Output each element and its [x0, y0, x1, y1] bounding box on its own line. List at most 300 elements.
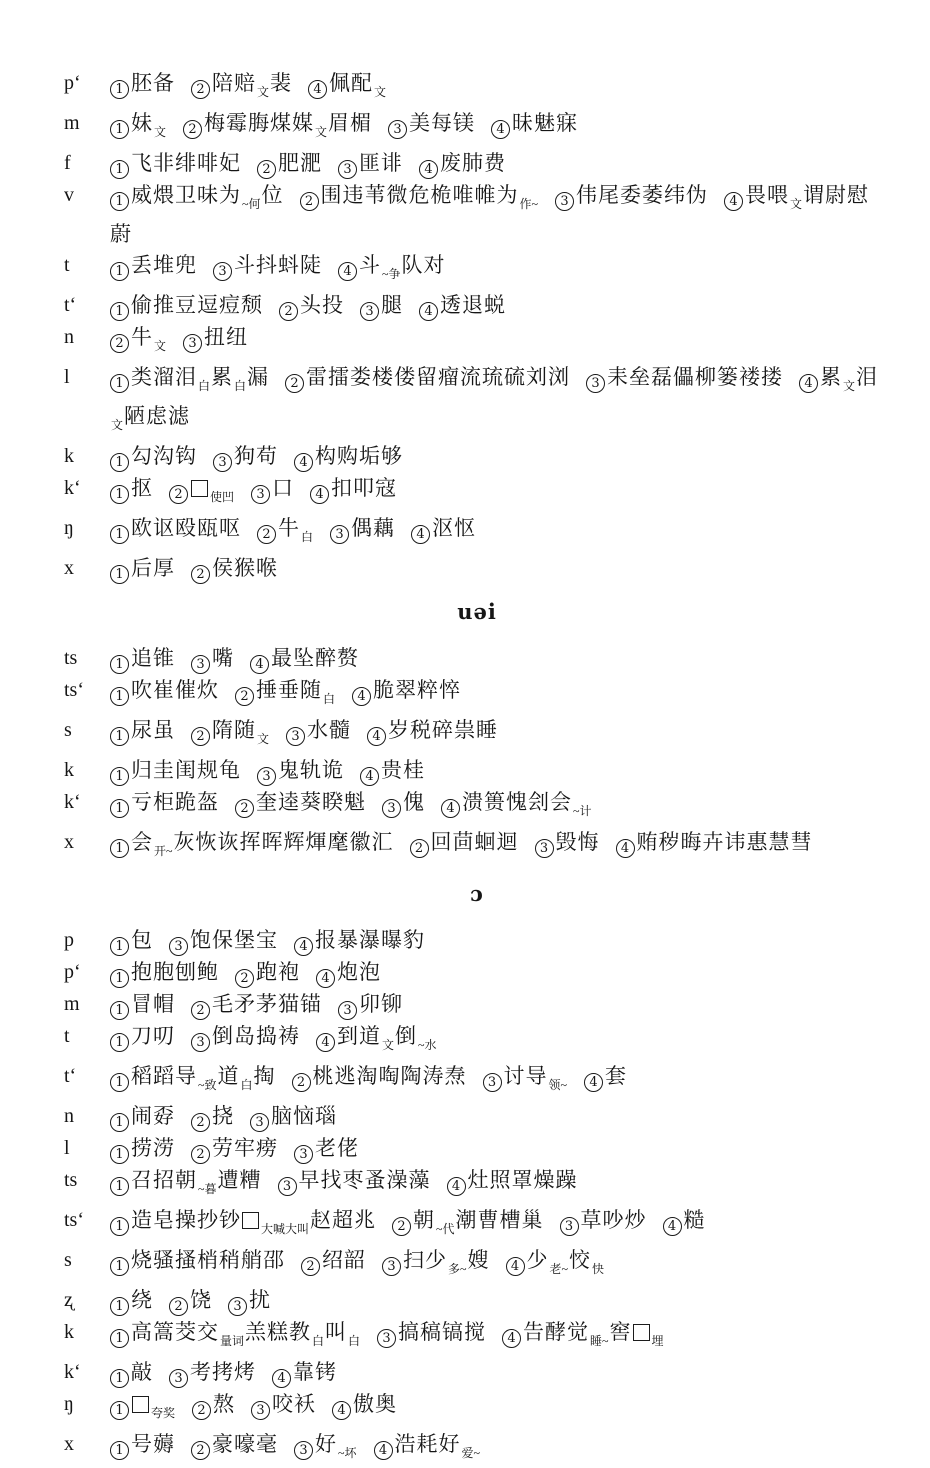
tone-badge: 1	[110, 655, 129, 674]
tone-badge: 4	[441, 799, 460, 818]
tone-badge: 2	[301, 1257, 320, 1276]
character-run: 斗抖蚪陡	[234, 253, 322, 277]
annotation-sub: 领~	[548, 1078, 568, 1092]
initial-label: f	[64, 152, 71, 174]
character-run: 尿虽	[131, 718, 175, 742]
annotation-sub: 文	[154, 125, 167, 139]
character-run: 伟尾委萎纬伪	[576, 183, 708, 207]
tone-group	[285, 365, 570, 389]
character-run: 掏	[253, 1064, 276, 1088]
tone-group	[110, 516, 241, 540]
annotation-sub: ~何	[242, 197, 261, 211]
entry-row	[64, 1061, 890, 1100]
tone-badge: 3	[388, 120, 407, 139]
entry-row	[64, 441, 890, 472]
character-run: 抠	[131, 476, 153, 500]
character-run: 讨导	[503, 1064, 548, 1088]
entry-content	[110, 148, 890, 179]
entry-row	[64, 290, 890, 321]
tone-group	[169, 928, 278, 952]
tone-badge: 2	[410, 839, 429, 858]
entry-content	[110, 1061, 890, 1100]
character-run: 牛	[131, 325, 153, 349]
character-run: 套	[605, 1064, 628, 1088]
entry-content	[110, 513, 890, 552]
character-run: 绕	[131, 1288, 153, 1312]
entry-row	[64, 957, 890, 988]
tone-group	[110, 1136, 175, 1160]
character-run: 队对	[401, 253, 446, 277]
initial-label: n	[64, 326, 74, 348]
tone-group	[228, 1288, 271, 1312]
entry-content	[110, 1101, 890, 1132]
character-run: 狗苟	[234, 444, 278, 468]
character-run: 扣叩寇	[331, 476, 398, 500]
tone-group	[110, 960, 219, 984]
tone-group	[251, 476, 294, 500]
annotation-sub: ~水	[418, 1038, 437, 1052]
tone-group	[338, 151, 403, 175]
character-run: 岁税碎祟睡	[388, 718, 499, 742]
character-run: 匪诽	[359, 151, 403, 175]
character-run: 威煨卫味为	[131, 183, 241, 207]
character-run: 傲奥	[353, 1392, 398, 1416]
character-run: 绍韶	[322, 1248, 366, 1272]
character-run: 劳牢痨	[212, 1136, 278, 1160]
tone-group	[301, 1248, 366, 1272]
tone-badge: 3	[278, 1177, 297, 1196]
entry-row	[64, 715, 890, 754]
character-run: 到道	[337, 1024, 381, 1048]
character-run: 透退蜕	[440, 293, 506, 317]
tone-badge: 2	[300, 192, 319, 211]
tone-badge: 2	[191, 1145, 210, 1164]
tone-badge: 1	[110, 525, 129, 544]
tone-badge: 2	[169, 485, 188, 504]
character-run: 傀	[403, 790, 425, 814]
initial-label: p	[64, 929, 74, 951]
character-run: 梅霉脢煤媒	[204, 111, 315, 135]
entry-content	[110, 1357, 890, 1388]
tone-group	[441, 790, 593, 818]
tone-badge: 1	[110, 1401, 129, 1420]
tone-group	[110, 293, 263, 317]
entry-row	[64, 148, 890, 179]
tone-badge: 2	[235, 799, 254, 818]
tone-group	[235, 678, 336, 706]
character-run: 头投	[300, 293, 344, 317]
character-run: 累	[211, 365, 234, 389]
tone-group	[377, 1320, 486, 1344]
initial-label: ts‘	[64, 679, 84, 701]
character-run: 雷擂娄楼偻留瘤流琉硫刘浏	[306, 365, 571, 389]
character-run: 最坠醉赘	[271, 646, 359, 670]
tone-group	[555, 183, 708, 207]
tone-group	[191, 1136, 278, 1160]
annotation-sub: ~致	[198, 1078, 217, 1092]
tone-group	[169, 1288, 212, 1312]
tone-group	[110, 1248, 285, 1272]
character-run: 抱胞刨鲍	[131, 960, 219, 984]
character-run: 佩配	[329, 71, 374, 95]
character-run: 偶藕	[351, 516, 396, 540]
tone-badge: 3	[330, 525, 349, 544]
tone-badge: 1	[110, 262, 129, 281]
entry-content	[110, 362, 890, 440]
tone-badge: 2	[191, 1441, 210, 1460]
missing-char-box	[633, 1324, 650, 1341]
character-run: 欧讴殴瓯呕	[131, 516, 241, 540]
tone-badge: 1	[110, 1329, 129, 1348]
entry-row	[64, 675, 890, 714]
annotation-sub: 文	[111, 418, 124, 432]
tone-badge: 3	[338, 160, 357, 179]
tone-badge: 4	[799, 374, 818, 393]
tone-group	[110, 1104, 175, 1128]
character-run: 美每镁	[409, 111, 476, 135]
tone-badge: 2	[183, 120, 202, 139]
character-run: 豪嚎毫	[212, 1432, 278, 1456]
tone-badge: 2	[192, 1401, 211, 1420]
entry-content	[110, 553, 890, 584]
tone-group	[392, 1208, 544, 1236]
character-run: 偷推豆逗痘颓	[131, 293, 263, 317]
initial-label: t	[64, 254, 70, 276]
entry-row	[64, 787, 890, 826]
tone-group	[388, 111, 475, 135]
entry-content	[110, 643, 890, 674]
tone-group	[286, 718, 351, 742]
entry-row	[64, 1021, 890, 1060]
tone-group	[560, 1208, 647, 1232]
entry-content	[110, 1165, 890, 1204]
character-run: 口	[272, 476, 295, 500]
character-run: 构购垢够	[315, 444, 403, 468]
tone-group	[294, 1136, 359, 1160]
tone-badge: 2	[110, 334, 129, 353]
tone-group	[110, 758, 241, 782]
tone-badge: 1	[110, 374, 129, 393]
tone-group	[586, 365, 783, 389]
annotation-sub: ~计	[573, 804, 592, 818]
tone-group	[338, 992, 403, 1016]
tone-badge: 4	[724, 192, 743, 211]
character-run: 鬼轨诡	[278, 758, 344, 782]
tone-badge: 3	[377, 1329, 396, 1348]
tone-badge: 1	[110, 1113, 129, 1132]
tone-badge: 3	[382, 799, 401, 818]
annotation-sub: 文	[790, 197, 803, 211]
annotation-sub: 使凹	[210, 490, 235, 504]
tone-badge: 4	[506, 1257, 525, 1276]
tone-group	[110, 253, 197, 277]
missing-char-box	[132, 1396, 149, 1413]
initial-label: k‘	[64, 477, 81, 499]
character-run: 隋随	[212, 718, 256, 742]
character-run: 好	[315, 1432, 337, 1456]
tone-group	[502, 1320, 665, 1348]
character-run: 刀叨	[131, 1024, 175, 1048]
character-run: 裴	[270, 71, 293, 95]
entry-row	[64, 1165, 890, 1204]
character-run: 嘴	[212, 646, 234, 670]
entry-row	[64, 1429, 890, 1468]
character-run: 炮泡	[337, 960, 381, 984]
tone-badge: 4	[310, 485, 329, 504]
tone-group	[213, 253, 322, 277]
character-run: 耒垒磊儡柳篓褛搂	[607, 365, 784, 389]
character-run: 赵超兆	[310, 1208, 377, 1232]
entry-content	[110, 1389, 890, 1428]
entry-row	[64, 925, 890, 956]
character-run: 毁悔	[555, 830, 600, 854]
character-run: 熬	[213, 1392, 236, 1416]
character-run: 道	[217, 1064, 240, 1088]
tone-group	[367, 718, 498, 742]
tone-group	[278, 1168, 431, 1192]
tone-badge: 3	[535, 839, 554, 858]
missing-char-box	[191, 480, 208, 497]
annotation-sub: 文	[257, 732, 270, 746]
character-run: 牛	[278, 516, 300, 540]
initial-label: k‘	[64, 791, 81, 813]
character-run: 扭纽	[204, 325, 249, 349]
tone-group	[374, 1432, 482, 1460]
tone-group	[191, 646, 234, 670]
initial-label: ts	[64, 647, 78, 669]
character-run: 考拷烤	[190, 1360, 256, 1384]
annotation-sub: 睡~	[590, 1334, 609, 1348]
tone-badge: 3	[251, 485, 270, 504]
tone-group	[110, 1208, 377, 1236]
character-run: 高篙茭交	[131, 1320, 219, 1344]
character-run: 吹崔催炊	[131, 678, 219, 702]
tone-badge: 1	[110, 1369, 129, 1388]
annotation-sub: 文	[382, 1038, 395, 1052]
entry-content	[110, 473, 890, 512]
syllable-section	[64, 599, 890, 866]
tone-group	[110, 1288, 153, 1312]
tone-group	[183, 325, 248, 349]
character-run: 斗	[359, 253, 381, 277]
tone-group	[110, 111, 167, 139]
tone-group	[310, 476, 397, 500]
character-run: 咬袄	[272, 1392, 317, 1416]
character-run: 报暴瀑曝豹	[315, 928, 425, 952]
tone-badge: 3	[294, 1145, 313, 1164]
tone-group	[491, 111, 578, 135]
character-run: 靠铐	[293, 1360, 337, 1384]
tone-group	[257, 516, 314, 544]
tone-badge: 1	[110, 80, 129, 99]
tone-group	[419, 151, 506, 175]
entry-row	[64, 1285, 890, 1316]
entry-content	[110, 1245, 890, 1284]
tone-badge: 3	[228, 1297, 247, 1316]
character-run: 追锥	[131, 646, 175, 670]
annotation-sub: 文	[154, 339, 167, 353]
character-run: 陋虑滤	[124, 404, 191, 428]
character-run: 糙	[683, 1208, 706, 1232]
character-run: 倒	[395, 1024, 418, 1048]
annotation-sub: ~坏	[338, 1446, 357, 1460]
rhyme-header: uəi	[457, 599, 497, 624]
tone-badge: 1	[110, 727, 129, 746]
tone-badge: 4	[419, 160, 438, 179]
initial-label: ŋ	[64, 1393, 74, 1415]
tone-badge: 4	[316, 1033, 335, 1052]
character-run: 飞非绯啡妃	[131, 151, 241, 175]
entry-row	[64, 68, 890, 107]
tone-group	[191, 1432, 278, 1456]
character-run: 嫂	[467, 1248, 490, 1272]
tone-badge: 3	[251, 1401, 270, 1420]
rhyme-header: ɔ	[470, 881, 484, 906]
annotation-sub: 白	[234, 379, 247, 393]
entry-content	[110, 989, 890, 1020]
tone-badge: 3	[250, 1113, 269, 1132]
character-run: 谓尉慰蔚	[110, 183, 870, 246]
tone-badge: 1	[110, 1217, 129, 1236]
character-run: 位	[261, 183, 284, 207]
entry-content	[110, 675, 890, 714]
tone-group	[251, 1392, 316, 1416]
tone-group	[110, 444, 197, 468]
initial-label: t‘	[64, 1065, 77, 1087]
tone-group	[330, 516, 395, 540]
annotation-sub: 老~	[549, 1262, 568, 1276]
entry-row	[64, 108, 890, 147]
tone-group	[169, 1360, 256, 1384]
character-run: 饶	[190, 1288, 212, 1312]
tone-group	[506, 1248, 606, 1276]
tone-group	[250, 1104, 337, 1128]
annotation-sub: 多~	[448, 1262, 467, 1276]
tone-badge: 1	[110, 1145, 129, 1164]
tone-badge: 4	[411, 525, 430, 544]
character-run: 丢堆兜	[131, 253, 197, 277]
character-run: 草吵炒	[580, 1208, 647, 1232]
tone-badge: 3	[360, 302, 379, 321]
tone-group	[110, 556, 175, 580]
tone-badge: 1	[110, 485, 129, 504]
character-run: 窖	[609, 1320, 632, 1344]
initial-label: m	[64, 112, 80, 134]
tone-group	[300, 183, 540, 211]
tone-group	[257, 758, 344, 782]
tone-group	[213, 444, 278, 468]
tone-group	[110, 928, 153, 952]
annotation-sub: 白	[301, 530, 314, 544]
initial-label: ʐ	[64, 1289, 73, 1311]
annotation-sub: 作~	[519, 197, 538, 211]
tone-group	[584, 1064, 627, 1088]
character-run: 会	[131, 830, 153, 854]
tone-badge: 2	[392, 1217, 411, 1236]
tone-badge: 2	[235, 969, 254, 988]
tone-badge: 4	[491, 120, 510, 139]
tone-group	[191, 1024, 300, 1048]
character-run: 召招朝	[131, 1168, 197, 1192]
tone-badge: 1	[110, 453, 129, 472]
tone-group	[110, 1360, 153, 1384]
entry-content	[110, 108, 890, 147]
tone-group	[191, 992, 322, 1016]
character-run: 灰恢诙挥晖辉煇麾徽汇	[173, 830, 394, 854]
entry-content	[110, 1133, 890, 1164]
initial-label: ts‘	[64, 1209, 84, 1231]
tone-group	[110, 476, 153, 500]
entry-content	[110, 957, 890, 988]
annotation-sub: 量词	[220, 1334, 245, 1348]
tone-badge: 1	[110, 1297, 129, 1316]
entry-content	[110, 787, 890, 826]
tone-badge: 2	[191, 565, 210, 584]
tone-group	[257, 151, 322, 175]
tone-group	[382, 790, 425, 814]
tone-group	[191, 1104, 234, 1128]
character-run: 少	[526, 1248, 549, 1272]
annotation-sub: 文	[843, 379, 856, 393]
tone-group	[279, 293, 344, 317]
tone-group	[110, 1392, 176, 1420]
tone-group	[294, 1432, 358, 1460]
tone-group	[483, 1064, 569, 1092]
initial-label: x	[64, 557, 74, 579]
tone-group	[183, 111, 373, 139]
annotation-sub: 白	[198, 379, 211, 393]
tone-group	[447, 1168, 578, 1192]
tone-group	[110, 183, 284, 211]
entry-row	[64, 1133, 890, 1164]
entry-row	[64, 362, 890, 440]
initial-label: n	[64, 1105, 74, 1127]
character-run: 围违苇微危桅唯帷为	[320, 183, 519, 207]
annotation-sub: ~争	[382, 267, 401, 281]
entry-content	[110, 290, 890, 321]
character-run: 捞涝	[131, 1136, 175, 1160]
annotation-sub: 白	[240, 1078, 253, 1092]
character-run: 烧骚搔梢稍艄邵	[131, 1248, 285, 1272]
character-run: 畏喂	[745, 183, 789, 207]
character-run: 肥淝	[278, 151, 322, 175]
entry-row	[64, 827, 890, 866]
tone-badge: 2	[235, 687, 254, 706]
annotation-sub: 快	[592, 1262, 605, 1276]
entry-row	[64, 1245, 890, 1284]
tone-badge: 4	[502, 1329, 521, 1348]
entry-row	[64, 1205, 890, 1244]
tone-badge: 3	[257, 767, 276, 786]
entry-row	[64, 473, 890, 512]
initial-label: k	[64, 759, 74, 781]
tone-group	[616, 830, 813, 854]
character-run: 老佬	[315, 1136, 359, 1160]
tone-badge: 1	[110, 1257, 129, 1276]
character-run: 浩耗好	[394, 1432, 461, 1456]
character-run: 废肺费	[440, 151, 506, 175]
tone-group	[419, 293, 506, 317]
tone-badge: 2	[191, 1001, 210, 1020]
tone-badge: 1	[110, 1177, 129, 1196]
tone-badge: 4	[352, 687, 371, 706]
tone-badge: 1	[110, 120, 129, 139]
initial-label: k‘	[64, 1361, 81, 1383]
tone-group	[535, 830, 600, 854]
character-run: 羔糕教	[245, 1320, 312, 1344]
entry-content	[110, 441, 890, 472]
tone-badge: 1	[110, 1001, 129, 1020]
